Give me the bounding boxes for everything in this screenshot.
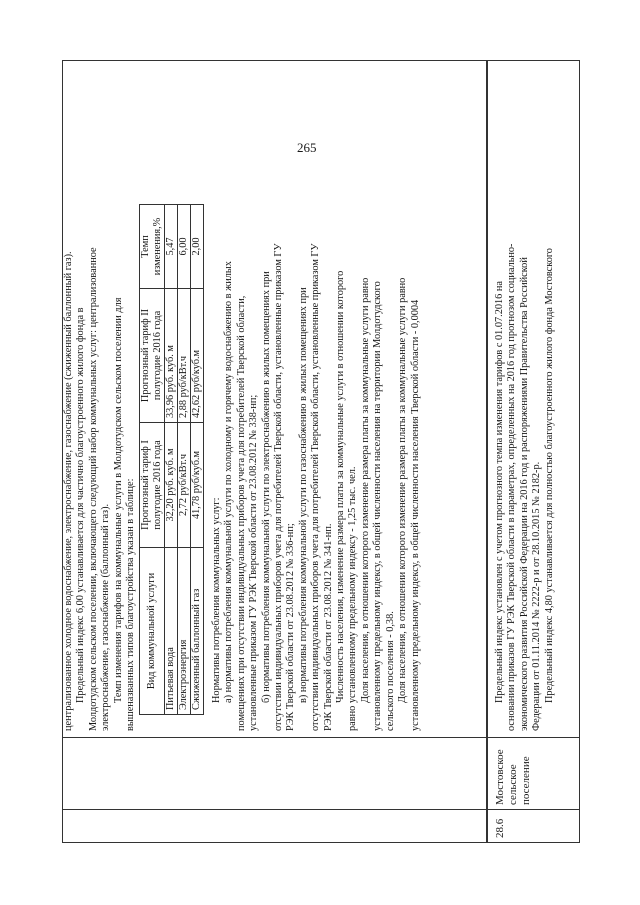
settlement-name-line: поселение	[520, 756, 532, 805]
text-line: основании приказов ГУ РЭК Тверской области в параметрах, определенных на 2016 год прогнозом социально-	[506, 243, 518, 731]
table-header-cell: Прогнозный тариф I полугодие 2016 года	[140, 423, 165, 548]
table-cell: Питьевая вода	[165, 548, 178, 715]
text-line: Предельный индекс установлен с учетом прогнозного темпа изменения тарифов с 01.07.2016 на	[494, 281, 505, 703]
row-number: 28.6	[494, 818, 506, 838]
table-cell: Сжиженный баллонный газ	[191, 548, 204, 715]
tariff-table-row	[165, 205, 178, 715]
row-number-cell	[63, 809, 486, 842]
table-cell: 42,62 руб/куб.м	[191, 289, 204, 423]
settlement-name	[488, 738, 539, 809]
table-header-cell: Темп изменения,%	[140, 205, 165, 289]
tariff-table-row	[178, 205, 191, 715]
text-line: установленные приказом ГУ РЭК Тверской области от 23.08.2012 № 338-нп;	[248, 394, 260, 731]
table-header-cell: Прогнозный тариф II полугодие 2016 года	[140, 289, 165, 423]
tariff-table-row	[191, 205, 204, 715]
settlement-name-line: Мостовское	[494, 749, 506, 805]
settlement-name-line: сельское	[507, 764, 519, 805]
text-line: Предельный индекс 6,00 устанавливается для частично благоустроенного жилого фонда в	[75, 307, 87, 703]
text-line: отсутствии индивидуальных приборов учета для потребителей Тверской области, установленные приказом ГУ	[310, 243, 322, 731]
text-line: в) нормативы потребления коммунальной услуги по газоснабжению в жилых помещениях при	[297, 287, 309, 703]
tariff-table	[139, 204, 204, 715]
text-line: Молдотудском сельском поселении, включающего следующий набор коммунальных услуг: централизованное	[87, 247, 99, 731]
text-line: б) нормативы потребления коммунальной услуги по электроснабжению в жилых помещениях при	[260, 271, 272, 703]
text-line: а) нормативы потребления коммунальной услуги по холодному и горячему водоснабжению в жилых	[223, 261, 235, 703]
norms-section	[211, 61, 422, 737]
table-row	[62, 60, 487, 843]
text-line: Доля населения, в отношении которого изменение размера платы за коммунальные услуги равно	[359, 277, 371, 703]
text-line: РЭК Тверской области от 23.08.2012 № 336-нп;	[285, 523, 297, 731]
text-line: Численность населения, изменение размера платы за коммунальные услуги в отношении которого	[335, 270, 347, 703]
text-line: Доля населения, в отношении которого изменение размера платы за коммунальные услуги равно	[397, 277, 409, 703]
table-cell: 32,20 руб. куб. м	[165, 423, 178, 548]
tariff-table-header	[140, 205, 165, 715]
text-line: централизованное холодное водоснабжение, электроснабжение, газоснабжение (сжиженный баллонный газ).	[63, 251, 74, 731]
table-row	[487, 60, 580, 843]
row-text-cell	[63, 61, 486, 737]
text-line: Федерации от 01.11.2014 № 2222-р и от 28.10.2015 № 2182-р.	[531, 461, 543, 731]
row-text-cell	[488, 61, 579, 737]
text-line: помещениях при отсутствии индивидуальных приборов учета для потребителей Тверской области,	[235, 295, 247, 731]
text-line: электроснабжение, газоснабжение (баллонный газ).	[100, 503, 112, 731]
table-cell: Электроэнергия	[178, 548, 191, 715]
row-number-cell	[488, 809, 579, 842]
text-line: установленному предельному индексу, в общей численности населения на территории Молдотудского	[372, 281, 384, 731]
table-header-cell: Вид коммунальной услуги	[140, 548, 165, 715]
page-number: 265	[297, 140, 317, 155]
text-line: равно установленному предельному индексу - 1,25 тыс. чел.	[347, 466, 359, 731]
row-name-cell	[63, 737, 486, 809]
table-cell: 33,96 руб. куб. м	[165, 289, 178, 423]
text-line: отсутствии индивидуальных приборов учета для потребителей Тверской области, установленные приказом ГУ	[273, 243, 285, 731]
table-cell: 41,78 руб/куб.м	[191, 423, 204, 548]
text-line: Предельный индекс 4,80 устанавливается для полностью благоустроенного жилого фонда Мостовского	[543, 248, 555, 703]
text-line: установленному предельному индексу, в общей численности населения Тверской области - 0,0004	[409, 299, 421, 731]
table-cell: 2,72 руб/кВт.ч	[178, 423, 191, 548]
table-cell: 2,88 руб/кВт.ч	[178, 289, 191, 423]
text-line: сельского поселения - 0,38.	[384, 611, 396, 731]
text-line: РЭК Тверской области от 23.08.2012 № 341-нп.	[322, 523, 334, 731]
text-line: экономического развития Российской Федерации на 2016 год и распоряжениями Правительства Российской	[518, 257, 530, 731]
table-cell: 2,00	[191, 205, 204, 289]
table-cell: 5,47	[165, 205, 178, 289]
row-name-cell	[488, 737, 579, 809]
table-cell: 6,00	[178, 205, 191, 289]
text-line: вышеназванных типов благоустройства указан в таблице:	[125, 478, 137, 731]
text-line: Нормативы потребления коммунальных услуг:	[211, 497, 222, 703]
text-line: Темп изменения тарифов на коммунальные услуги в Молдотудском сельском поселении для	[112, 297, 124, 703]
rotated-table	[62, 60, 580, 843]
